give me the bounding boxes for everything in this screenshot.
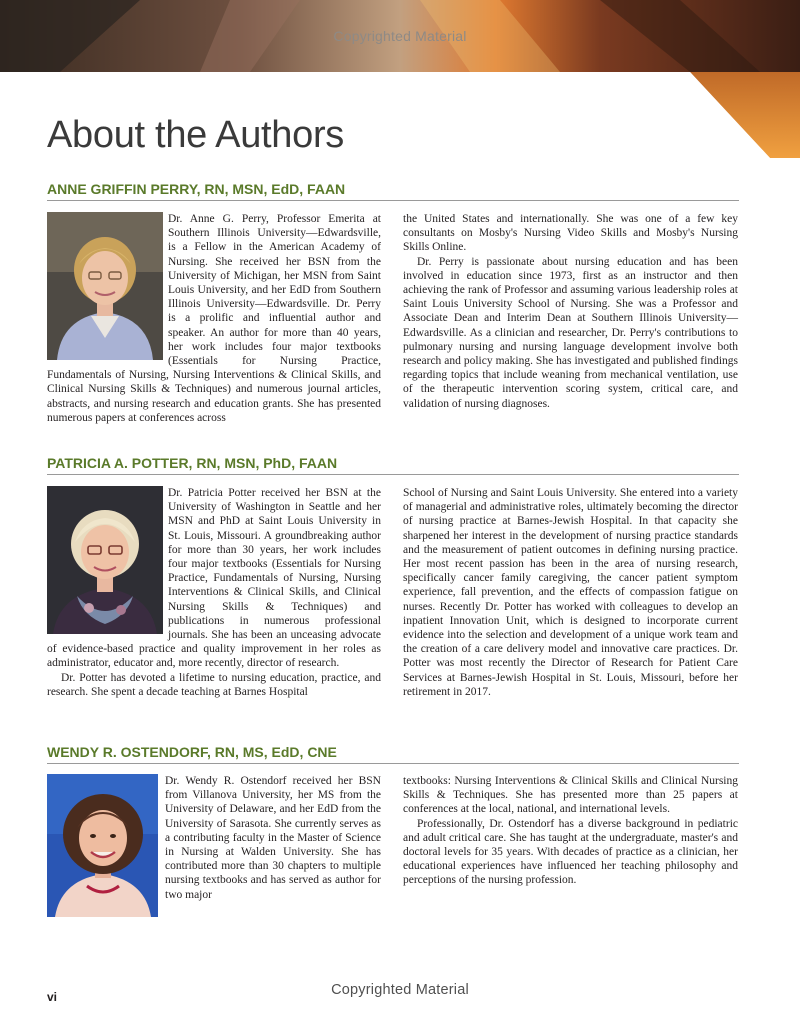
page-number: vi <box>47 990 58 1004</box>
author-name-perry: ANNE GRIFFIN PERRY, RN, MSN, EdD, FAAN <box>47 181 346 197</box>
section-divider <box>47 474 739 475</box>
portrait-patricia-potter <box>47 486 163 634</box>
author-bio-left-potter: Dr. Patricia Potter received her BSN at the University of Washington in Seattle and her MSN and PhD at Saint Louis University in St. Louis, Missouri. A groundbreaking author for more than 30 years, her work includes four major textbooks (Essentials for Nursing Practice, Fundamentals of Nursing, Nursing Interventions & Clinical Skills, and Clinical Nursing Skills & Techniques) and publications in numerous professional journals. She has been an unceasing advocate of evidence-based practice and quality improvement in her roles as administrator, educator and, more recently, director of research. Dr. Potter has devoted a lifetime to nursing education, practice, and research. She spent a decade teaching at Barnes Hospital <box>47 487 381 698</box>
portrait-wendy-ostendorf <box>47 774 158 917</box>
author-bio-right-ostendorf: textbooks: Nursing Interventions & Clinical Skills and Clinical Nursing Skills & Techniques. She has presented more than 25 papers at conferences at the local, national, and international levels. Professionally, Dr. Ostendorf has a diverse background in pediatric and adult critical care. She has taught at the undergraduate, master's and doctoral levels for 35 years. With decades of practice as a clinician, her educational experiences have influenced her teaching philosophy and perceptions of the nursing profession. <box>403 775 738 887</box>
author-bio-right-perry: the United States and internationally. She was one of a few key consultants on Mosby's Nursing Video Skills and Mosby's Nursing Skills Online. Dr. Perry is passionate about nursing education and has been involved in education since 1973, first as an instructor and then achieving the rank of Professor and assuming various leadership roles at Saint Louis University School of Nursing. She was a Professor and Associate Dean and Interim Dean at Southern Illinois University—Edwardsville. As a clinician and researcher, Dr. Perry's contributions to pulmonary nursing and nursing language development involve both research and policy making. She has investigated and published findings regarding topics that include weaning from mechanical ventilation, use of the therapeutic intervention scoring system, critical care, and validation of nursing diagnoses. <box>403 213 738 410</box>
page-title: About the Authors <box>47 114 345 156</box>
portrait-anne-perry <box>47 212 163 360</box>
author-name-potter: PATRICIA A. POTTER, RN, MSN, PhD, FAAN <box>47 455 338 471</box>
author-name-ostendorf: WENDY R. OSTENDORF, RN, MS, EdD, CNE <box>47 744 337 760</box>
watermark-top: Copyrighted Material <box>333 28 467 44</box>
section-divider <box>47 763 739 764</box>
author-bio-left-perry: Dr. Anne G. Perry, Professor Emerita at Southern Illinois University—Edwardsville, is a Fellow in the American Academy of Nursing. She received her BSN from the University of Michigan, her MSN from Saint Louis University, and her EdD from Southern Illinois University—Edwardsville. Dr. Perry is a prolific and influential author and speaker. An author for more than 40 years, her work includes four major textbooks (Essentials for Nursing Practice, Fundamentals of Nursing, Nursing Interventions & Clinical Skills, and Clinical Nursing Skills & Techniques) and numerous journal articles, abstracts, and nursing research and education grants. She has presented numerous papers at conferences across <box>47 213 381 424</box>
author-bio-left-ostendorf: Dr. Wendy R. Ostendorf received her BSN from Villanova University, her MS from the University of Delaware, and her EdD from the University of Sarasota. She currently serves as a contributing faculty in the Master of Science in Nursing at Walden University. She has contributed more than 30 chapters to multiple nursing textbooks and has served as author for two major <box>47 774 381 917</box>
watermark-bottom: Copyrighted Material <box>331 982 469 998</box>
author-bio-right-potter: School of Nursing and Saint Louis University. She entered into a variety of managerial and administrative roles, ultimately becoming the director of nursing practice at Barnes-Jewish Hospital. In that capacity she sharpened her interest in the development of nursing practice standards and the measurement of patient outcomes in defining nursing practice. Her most recent passion has been in the area of nursing research, specifically cancer family caregiving, the cancer patient symptom experience, fall prevention, and the effects of compassion fatigue on nurses. Recently Dr. Potter has worked with colleagues to develop an inpatient Innovation Unit, which is designed to incorporate current evidence into the selection and development of a unique work team and the creation of a care delivery model and innovative care practices. Dr. Potter was most recently the Director of Research for Patient Care Services at Barnes-Jewish Hospital in St. Louis, Missouri, before her retirement in 2017. <box>403 487 738 698</box>
section-divider <box>47 200 739 201</box>
